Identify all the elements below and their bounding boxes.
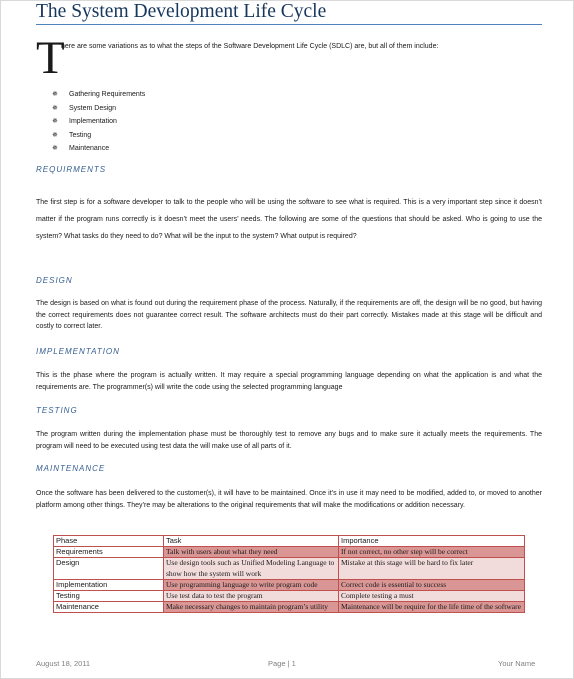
paragraph-design: The design is based on what is found out during the requirement phase of the process. Naturally, if the requirements are off, the design will be no good, but having the correct requirements does not guarantee correct result. The software architects must do their part correctly. Mistakes made at this stage will be difficult and costly to correct later.: [36, 300, 542, 330]
table-row: [54, 558, 525, 579]
drop-cap: T: [36, 32, 65, 84]
document-title: The System Development Life Cycle: [36, 1, 542, 25]
heading-testing: TESTING: [36, 406, 78, 415]
heading-implementation: IMPLEMENTATION: [36, 347, 120, 356]
list-item: [52, 115, 145, 129]
table-row: [54, 591, 525, 602]
list-item-label: Testing: [69, 131, 92, 139]
importance-cell: If not correct, no other step will be correct: [339, 547, 525, 558]
paragraph-testing: The program written during the implementation phase must be thoroughly test to remove any bugs and to make sure it actually meets the requirements. The program will need to be executed using test data the will make use of all parts of it.: [36, 431, 542, 450]
phase-cell: Implementation: [54, 579, 164, 590]
list-item-label: Implementation: [69, 118, 117, 125]
phase-table: [53, 535, 525, 613]
intro-text: here are some variations as to what the steps of the Software Development Life Cycle (SDLC) are, but all of them include:: [61, 43, 439, 50]
importance-cell: Correct code is essential to success: [339, 579, 525, 590]
list-item: [52, 102, 145, 116]
footer-date: August 18, 2011: [36, 659, 91, 668]
list-item: [52, 129, 145, 143]
table-header-cell: Importance: [339, 536, 525, 547]
footer-author: Your Name: [498, 659, 536, 668]
task-cell: Make necessary changes to maintain program’s utility: [164, 602, 339, 613]
table-header-cell: Phase: [54, 536, 164, 547]
heading-requirements: REQUIRMENTS: [36, 165, 107, 174]
task-cell: Use programming language to write program code: [164, 579, 339, 590]
importance-cell: Mistake at this stage will be hard to fix later: [339, 558, 525, 579]
phase-cell: Design: [54, 558, 164, 579]
bullet-icon: ✵: [52, 91, 58, 98]
phase-cell: Maintenance: [54, 602, 164, 613]
table-header-cell: Task: [164, 536, 339, 547]
list-item: [52, 88, 145, 102]
list-item-label: System Design: [69, 104, 117, 112]
bullet-icon: ✵: [52, 104, 58, 112]
table-row: [54, 579, 525, 590]
table-row: [54, 547, 525, 558]
paragraph-requirements: The first step is for a software developer to talk to the people who will be using the software to see what is required. This is a very important step since it doesn’t matter if the program runs correctly is it doesn’t meet the users’ needs. The following are some of the questions that should be asked. Who is going to use the system? What tasks do they need to do? What will be the input to the system? What output is required?: [36, 199, 542, 240]
bullet-icon: ✵: [52, 131, 58, 139]
importance-cell: Maintenance will be require for the life time of the software: [339, 602, 525, 613]
list-item-label: Gathering Requirements: [69, 91, 146, 98]
phase-bullet-list: [52, 88, 145, 156]
bullet-icon: ✵: [52, 118, 58, 125]
table-row: [54, 602, 525, 613]
paragraph-implementation: This is the phase where the program is actually written. It may require a special programming language depending on what the application is and what the requirements are. The programmer(s) will write the code using the selected programming language: [36, 372, 542, 391]
phase-cell: Requirements: [54, 547, 164, 558]
table-header-row: [54, 536, 525, 547]
task-cell: Use design tools such as Unified Modeling Language to show how the system will work: [164, 558, 339, 579]
importance-cell: Complete testing a must: [339, 591, 525, 602]
bullet-icon: ✵: [52, 145, 58, 152]
phase-cell: Testing: [54, 591, 164, 602]
list-item-label: Maintenance: [69, 145, 110, 152]
heading-maintenance: MAINTENANCE: [36, 464, 106, 473]
list-item: [52, 142, 145, 156]
footer-page-number: Page | 1: [268, 659, 296, 668]
heading-design: DESIGN: [36, 276, 73, 285]
task-cell: Talk with users about what they need: [164, 547, 339, 558]
task-cell: Use test data to test the program: [164, 591, 339, 602]
paragraph-maintenance: Once the software has been delivered to the customer(s), it will have to be maintained. Once it’s in use it may need to be modified, added to, or moved to another platform among other things. They’re may be alterations to the original requirements that will make the modifications or addition necessary.: [36, 490, 542, 509]
